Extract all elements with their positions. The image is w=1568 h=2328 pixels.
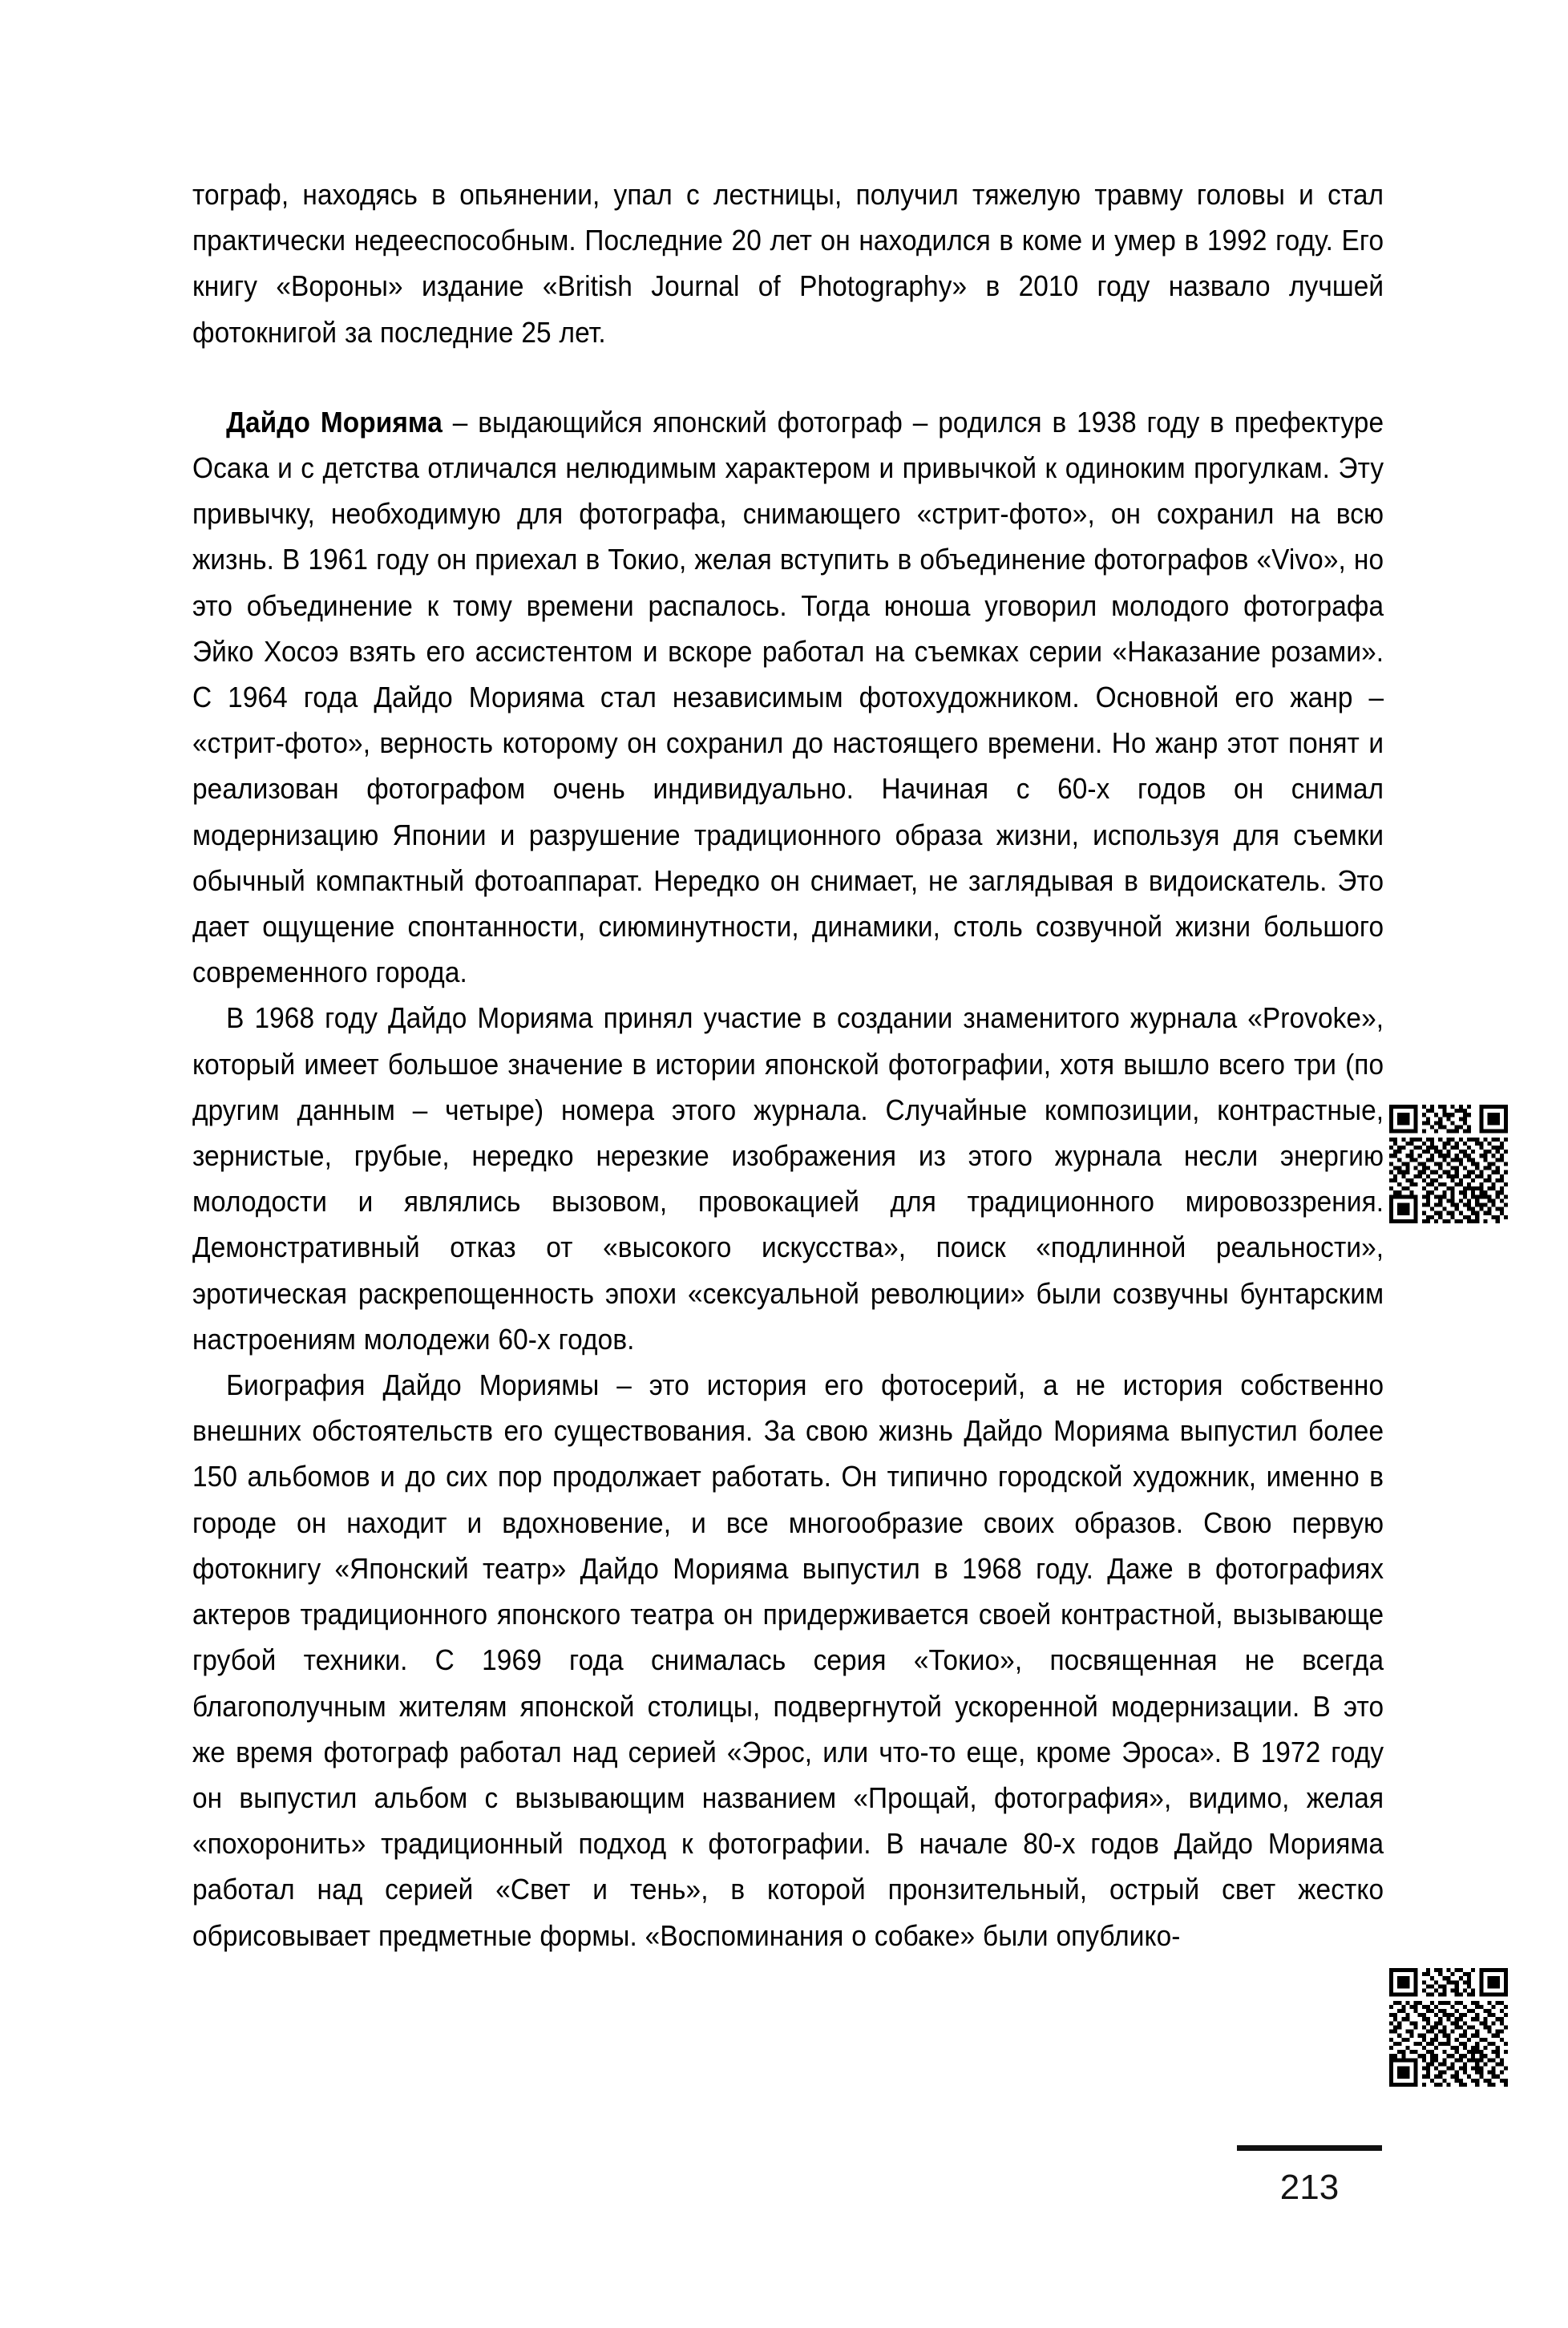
- paragraph-3-text: В 1968 году Дайдо Морияма принял участие в создании знаменитого журнала «Provoke», который имеет большое значение в истории японской фотографии, хотя вышло всего три (по другим данным – четыре) номера этого журнала. Случайные композиции, контрастные, зернистые, грубые, нередко нерезкие изображения из этого журнала несли энергию молодости и являлись вызовом, провокацией для традиционного мировоззрения. Демонстративный отказ от «высокого искусства», поиск «подлинной реальности», эротическая раскрепощенность эпохи «сексуальной революции» были созвучны бунтарским настроениям молодежи 60-х годов.: [192, 1001, 1384, 1356]
- paragraph-2-lead-bold: Дайдо Морияма: [226, 405, 443, 439]
- paragraph-3: [192, 995, 1384, 1362]
- qr-code-icon-bottom: [1389, 1968, 1508, 2087]
- paragraph-4: [192, 1362, 1384, 1958]
- qr-code-icon-top: [1389, 1105, 1508, 1223]
- paragraph-2-text: – выдающийся японский фотограф – родился в 1938 году в префектуре Осака и с детства отличался нелюдимым характером и привычкой к одиноким прогулкам. Эту привычку, необходимую для фотографа, снимающего «стрит-фото», он сохранил на всю жизнь. В 1961 году он приехал в Токио, желая вступить в объединение фотографов «Vivo», но это объединение к тому времени распалось. Тогда юноша уговорил молодого фотографа Эйко Хосоэ взять его ассистентом и вскоре работал на съемках серии «Наказание розами». С 1964 года Дайдо Морияма стал независимым фотохудожником. Основной его жанр – «стрит-фото», верность которому он сохранил до настоящего времени. Но жанр этот понят и реализован фотографом очень индивидуально. Начиная с 60-х годов он снимал модернизацию Японии и разрушение традиционного образа жизни, используя для съемки обычный компактный фотоаппарат. Нередко он снимает, не заглядывая в видоискатель. Это дает ощущение спонтанности, сиюминутности, динамики, столь созвучной жизни большого современного города.: [192, 405, 1384, 989]
- paragraph-4-text: Биография Дайдо Мориямы – это история его фотосерий, а не история собственно внешних обстоятельств его существования. За свою жизнь Дайдо Морияма выпустил более 150 альбомов и до сих пор продолжает работать. Он типично городской художник, именно в городе он находит и вдохновение, и все многообразие своих образов. Свою первую фотокнигу «Японский театр» Дайдо Морияма выпустил в 1968 году. Даже в фотографиях актеров традиционного японского театра он придерживается своей контрастной, вызывающе грубой техники. С 1969 года снималась серия «Токио», посвященная не всегда благополучным жителям японской столицы, подвергнутой ускоренной модернизации. В это же время фотограф работал над серией «Эрос, или что-то еще, кроме Эроса». В 1972 году он выпустил альбом с вызывающим названием «Прощай, фотография», видимо, желая «похоронить» традиционный подход к фотографии. В начале 80-х годов Дайдо Морияма работал над серией «Свет и тень», в которой пронзительный, острый свет жестко обрисовывает предметные формы. «Воспоминания о собаке» были опублико-: [192, 1368, 1384, 1952]
- footer-rule: [1237, 2145, 1382, 2151]
- paragraph-1-text: тограф, находясь в опьянении, упал с лестницы, получил тяжелую травму головы и стал практически недееспособным. Последние 20 лет он находился в коме и умер в 1992 году. Его книгу «Вороны» издание «British Journal of Photography» в 2010 году назвало лучшей фотокнигой за последние 25 лет.: [192, 178, 1384, 349]
- page-number: 213: [1279, 2168, 1340, 2207]
- paragraph-1: [192, 172, 1384, 355]
- paragraph-2: [192, 399, 1384, 996]
- text-column: [192, 172, 1384, 1958]
